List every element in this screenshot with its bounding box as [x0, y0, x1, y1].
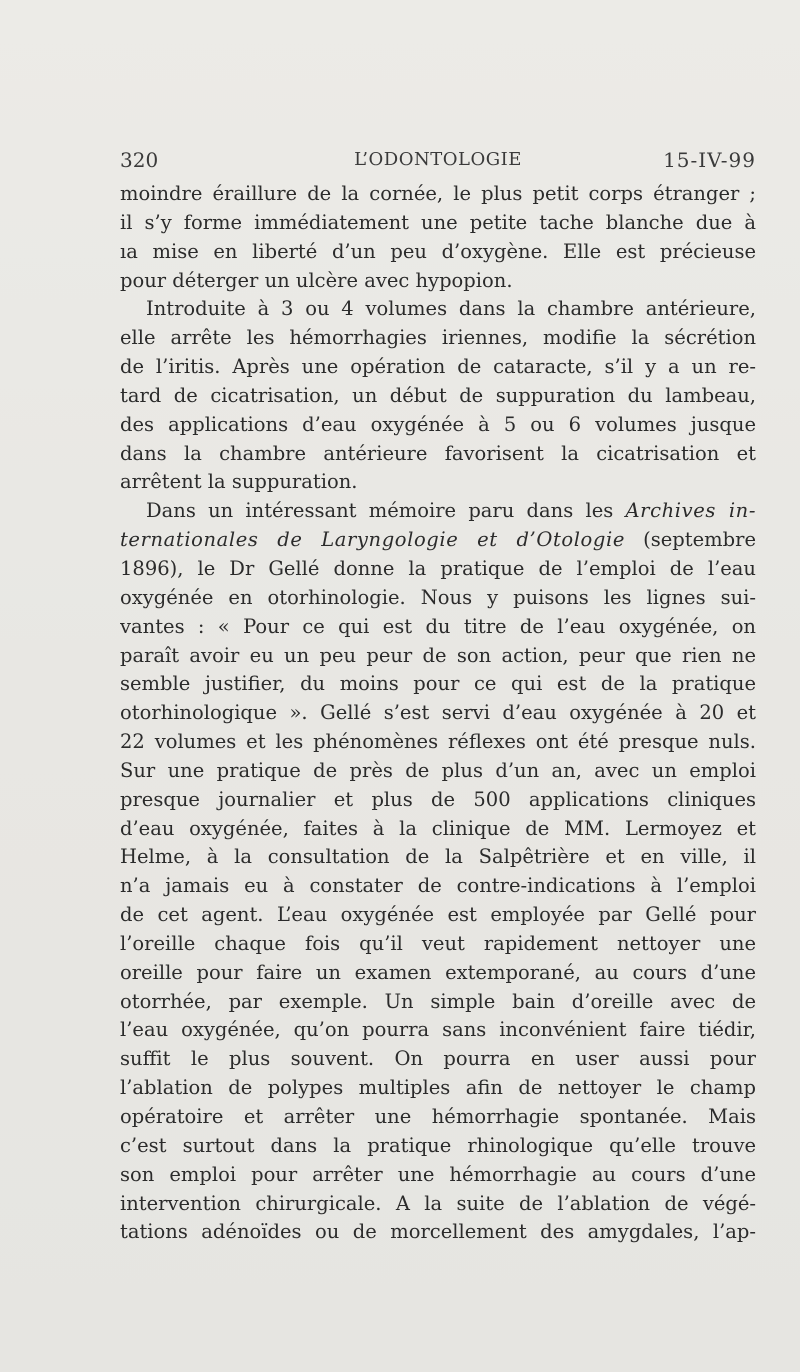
- text-line: l’oreille chaque fois qu’il veut rapidement nettoyer une: [120, 931, 756, 955]
- text-line: Helme, à la consultation de la Salpêtrière et en ville, il: [120, 845, 756, 869]
- text-line: intervention chirurgicale. A la suite de l’ablation de végé-: [120, 1191, 756, 1215]
- paragraph-start-line: Introduite à 3 ou 4 volumes dans la chambre antérieure,: [146, 297, 756, 321]
- journal-reference-italic: Archives in-: [625, 499, 756, 523]
- issue-date: 15-IV-99: [663, 148, 756, 172]
- text-line: elle arrête les hémorrhagies iriennes, modifie la sécrétion: [120, 326, 756, 350]
- paragraph-start-line: [120, 497, 756, 526]
- body-text: [120, 180, 756, 1247]
- text-line: moindre éraillure de la cornée, le plus petit corps étranger ;: [120, 182, 756, 205]
- text-line: tard de cicatrisation, un début de suppuration du lambeau,: [120, 383, 756, 407]
- text-line: Sur une pratique de près de plus d’un an, avec un emploi: [120, 758, 756, 782]
- text-line: suffit le plus souvent. On pourra en user aussi pour: [120, 1047, 756, 1071]
- text-line: l’ablation de polypes multiples afin de nettoyer le champ: [120, 1076, 756, 1100]
- line-segment: (septembre: [643, 528, 756, 552]
- journal-title: L’ODONTOLOGIE: [354, 149, 522, 170]
- text-line: 22 volumes et les phénomènes réflexes ont été presque nuls.: [120, 730, 756, 754]
- line-segment: Dans un intéressant mémoire paru dans les: [146, 499, 614, 523]
- text-line: son emploi pour arrêter une hémorrhagie au cours d’une: [120, 1162, 756, 1186]
- text-line: [120, 526, 756, 555]
- text-line: ıa mise en liberté d’un peu d’oxygène. Elle est précieuse: [120, 239, 756, 263]
- text-line: tations adénoïdes ou de morcellement des amygdales, l’ap-: [120, 1220, 756, 1244]
- text-line: oreille pour faire un examen extemporané, au cours d’une: [120, 960, 756, 984]
- text-line: n’a jamais eu à constater de contre-indications à l’emploi: [120, 874, 756, 898]
- text-line: des applications d’eau oxygénée à 5 ou 6 volumes jusque: [120, 412, 756, 436]
- journal-reference-italic: ternationales de Laryngologie et d’Otologie: [120, 528, 625, 552]
- text-line: presque journalier et plus de 500 applications cliniques: [120, 787, 756, 811]
- page-number: 320: [120, 148, 159, 172]
- text-line: d’eau oxygénée, faites à la clinique de MM. Lermoyez et: [120, 816, 756, 840]
- text-line: 1896), le Dr Gellé donne la pratique de l’emploi de l’eau: [120, 556, 756, 580]
- text-line: dans la chambre antérieure favorisent la cicatrisation et: [120, 441, 756, 465]
- text-line: paraît avoir eu un peu peur de son action, peur que rien ne: [120, 643, 756, 667]
- running-head: [120, 148, 756, 174]
- text-line: oxygénée en otorhinologie. Nous y puisons les lignes sui-: [120, 585, 756, 609]
- text-line: vantes : « Pour ce qui est du titre de l’eau oxygénée, on: [120, 614, 756, 638]
- text-line: semble justifier, du moins pour ce qui est de la pratique: [120, 672, 756, 696]
- text-line: otorhinologique ». Gellé s’est servi d’eau oxygénée à 20 et: [120, 701, 756, 725]
- text-line: opératoire et arrêter une hémorrhagie spontanée. Mais: [120, 1105, 756, 1128]
- text-line: de l’iritis. Après une opération de cataracte, s’il y a un re-: [120, 355, 756, 379]
- text-line: otorrhée, par exemple. Un simple bain d’oreille avec de: [120, 989, 756, 1013]
- text-line: arrêtent la suppuration.: [120, 470, 358, 494]
- text-line: pour déterger un ulcère avec hypopion.: [120, 268, 513, 292]
- text-line: l’eau oxygénée, qu’on pourra sans inconvénient faire tiédir,: [120, 1018, 756, 1042]
- text-line: c’est surtout dans la pratique rhinologique qu’elle trouve: [120, 1133, 756, 1157]
- text-line: il s’y forme immédiatement une petite tache blanche due à: [120, 210, 756, 234]
- text-line: de cet agent. L’eau oxygénée est employée par Gellé pour: [120, 903, 756, 927]
